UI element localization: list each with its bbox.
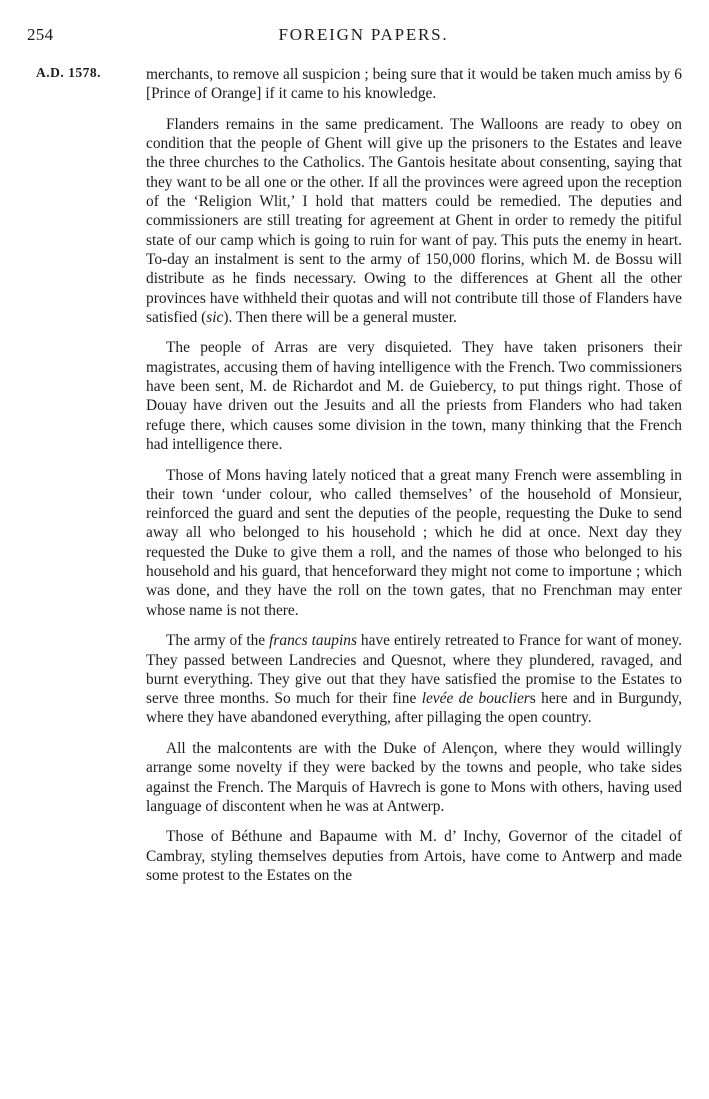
- body-text: [146, 65, 682, 897]
- page-number: 254: [27, 25, 54, 44]
- text-run: have entirely retreated to France for want of money. They passed between Landrecies and Quesnot, where they plundered, ravaged, and burnt everything. They give out that they have satisfied the promise to the Estates to serve three months. So much for their fine: [146, 632, 682, 708]
- italic-text: francs taupins: [269, 632, 357, 650]
- text-run: Those of Béthune and Bapaume with M. d’ Inchy, Governor of the citadel of Cambray, styling themselves deputies from Artois, have come to Antwerp and made some protest to the Estates on the: [146, 828, 682, 885]
- paragraph: [146, 631, 682, 727]
- paragraph: [146, 65, 682, 104]
- running-head: FOREIGN PAPERS.: [278, 25, 449, 44]
- text-run: The army of the: [166, 632, 270, 650]
- text-run: merchants, to remove all suspicion ; being sure that it would be taken much amiss by 6 [Prince of Orange] if it came to his knowledge.: [146, 66, 682, 103]
- paragraph: [146, 338, 682, 454]
- paragraph: [146, 739, 682, 816]
- italic-text: sic: [206, 308, 224, 326]
- italic-text: levée de bouclier: [421, 690, 530, 708]
- text-run: Those of Mons having lately noticed that a great many French were assembling in their town ‘under colour, who called themselves’ of the household of Monsieur, reinforced the guard and sent the deputies of the people, requesting the Duke to send away all who belonged to his household ; which he did at once. Next day they requested the Duke to give them a roll, and the names of those who belonged to his household and his guard, that henceforward they might not come to importune ; which was done, and they have the roll on the town gates, that no Frenchman may enter whose name is not there.: [146, 466, 682, 619]
- paragraph: [146, 115, 682, 327]
- text-run: The people of Arras are very disquieted. They have taken prisoners their magistrates, accusing them of having intelligence with the French. Two commissioners have been sent, M. de Richardot and M. de Guiebercy, to put things right. Those of Douay have driven out the Jesuits and all the priests from Flanders who had taken refuge there, which causes some division in the town, many thinking that the French had intelligence there.: [146, 339, 682, 453]
- paragraph: [146, 466, 682, 620]
- text-run: ). Then there will be a general muster.: [223, 308, 457, 326]
- text-run: All the malcontents are with the Duke of Alençon, where they would willingly arrange some novelty if they were backed by the towns and people, who take sides against the French. The Marquis of Havrech is gone to Mons with others, having used language of discontent when he was at Antwerp.: [146, 739, 682, 815]
- margin-date: A.D. 1578.: [36, 65, 101, 80]
- text-run: Flanders remains in the same predicament. The Walloons are ready to obey on condition that the people of Ghent will give up the prisoners to the Estates and leave the three churches to the Catholics. The Gantois hesitate about consenting, saying that they want to be all one or the other. If all the provinces were agreed upon the reception of the ‘Religion Wlit,’ I hold that matters could be remedied. The deputies and commissioners are still treating for agreement at Ghent in order to remedy the pitiful state of our camp which is going to ruin for want of pay. This puts the enemy in heart. To-day an instalment is sent to the army of 150,000 florins, which M. de Bossu will distribute as he finds necessary. Owing to the differences at Ghent all the other provinces have withheld their quotas and will not contribute till those of Flanders have satisfied (: [146, 115, 682, 326]
- text-run: s here and in Burgundy, where they have abandoned everything, after pillaging the open country.: [146, 690, 682, 727]
- paragraph: [146, 827, 682, 885]
